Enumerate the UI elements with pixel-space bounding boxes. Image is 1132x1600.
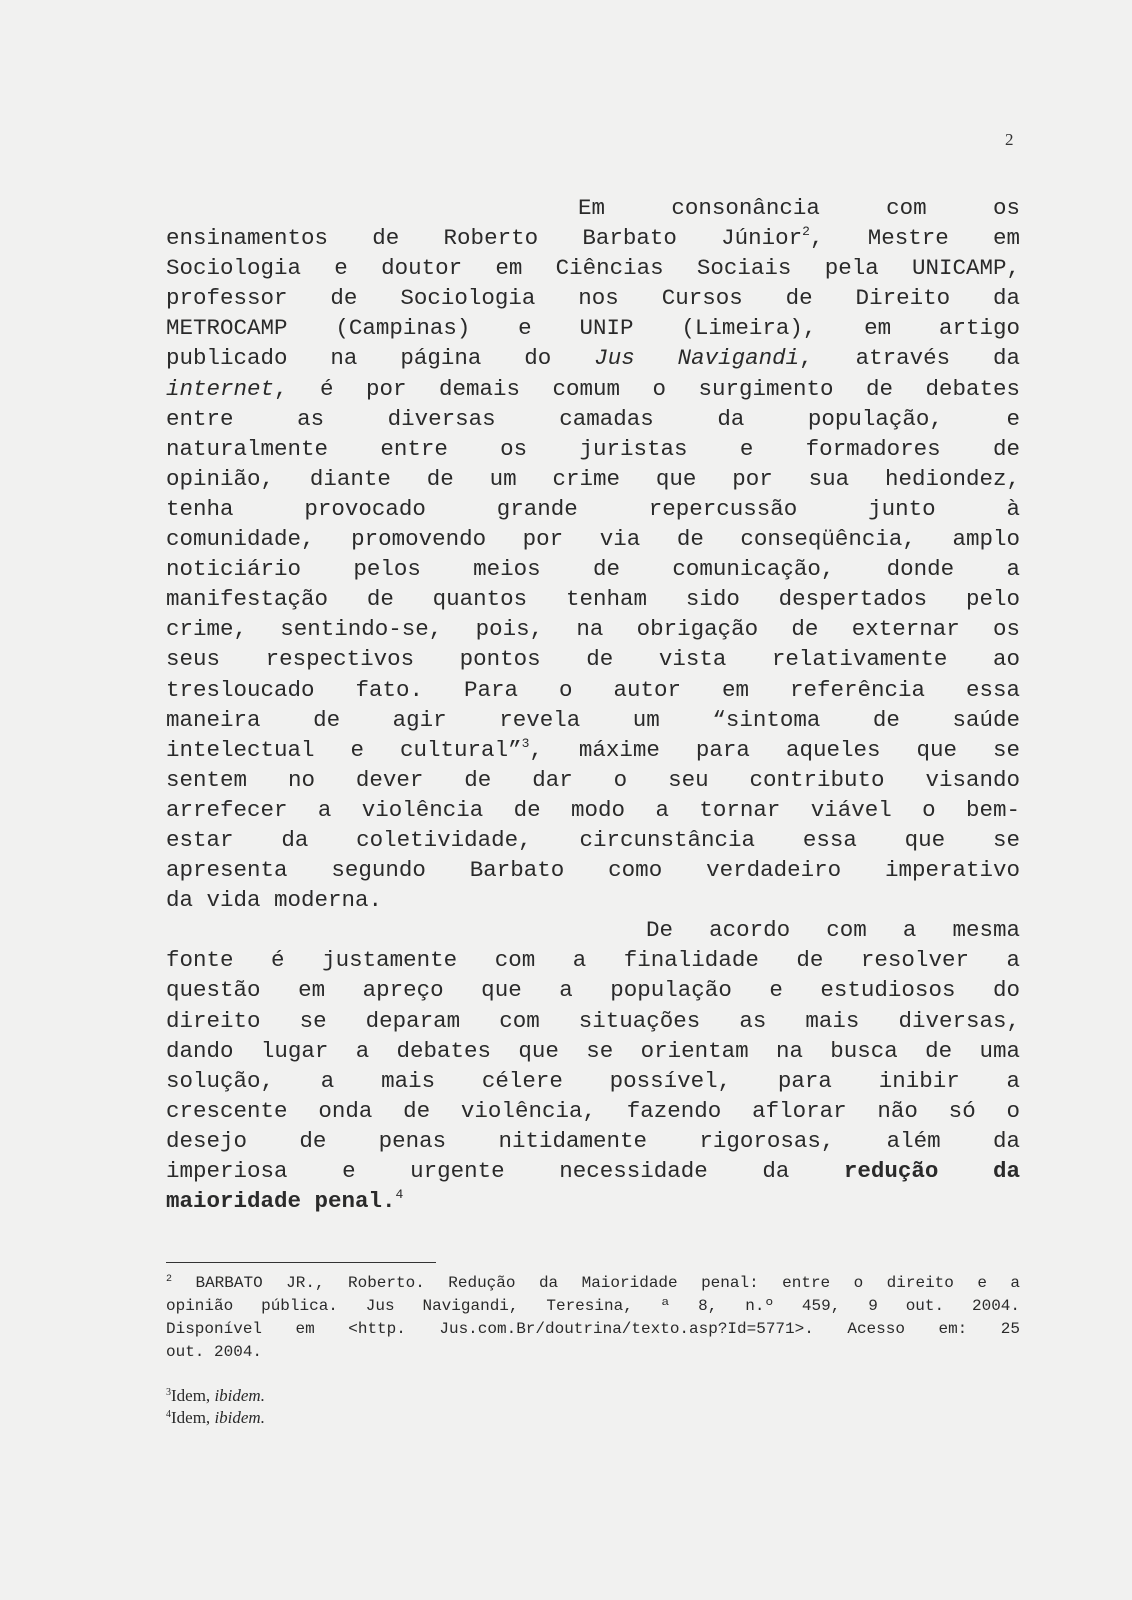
footnote-line: opinião pública. Jus Navigandi, Teresina, ª 8, n.º 459, 9 out. 2004. xyxy=(166,1297,1020,1315)
paragraph-1-line: seus respectivos pontos de vista relativamente ao xyxy=(166,646,1020,673)
text-span: , é por demais comum o surgimento de debates xyxy=(274,375,1020,402)
paragraph-1-line: manifestação de quantos tenham sido despertados pelo xyxy=(166,586,1020,613)
footnote-ref-2: 2 xyxy=(802,224,810,240)
footnote-line: Disponível em <http. Jus.com.Br/doutrina/texto.asp?Id=5771>. Acesso em: 25 xyxy=(166,1320,1020,1338)
footnote-2 xyxy=(166,1272,1020,1364)
paragraph-2-line xyxy=(166,1186,1020,1216)
bold-text: maioridade penal. xyxy=(166,1188,396,1215)
footnote-3 xyxy=(166,1385,265,1407)
italic-text: Jus Navigandi xyxy=(594,345,800,372)
paragraph-2-line: dando lugar a debates que se orientam na busca de uma xyxy=(166,1037,1020,1064)
text-span: Idem, xyxy=(171,1386,215,1405)
paragraph-1-line: tresloucado fato. Para o autor em referência essa xyxy=(166,676,1020,703)
paragraph-1-line: crime, sentindo-se, pois, na obrigação de externar os xyxy=(166,616,1020,643)
paragraph-2-line: crescente onda de violência, fazendo aflorar não só o xyxy=(166,1097,1020,1124)
text-span: intelectual e cultural” xyxy=(166,736,522,763)
italic-text: ibidem. xyxy=(214,1386,265,1405)
footnote-ref-3: 3 xyxy=(521,735,530,751)
text-span: BARBATO JR., Roberto. Redução da Maioridade penal: entre o direito e a xyxy=(172,1274,1020,1292)
footnote-marker: 4 xyxy=(166,1409,171,1420)
italic-text: ibidem. xyxy=(214,1408,265,1427)
text-span: publicado na página do xyxy=(166,345,595,372)
paragraph-2-line: solução, a mais célere possível, para inibir a xyxy=(166,1067,1020,1094)
footnote-marker: 2 xyxy=(166,1274,173,1285)
paragraph-1-line xyxy=(166,735,1020,765)
paragraph-1-line: noticiário pelos meios de comunicação, donde a xyxy=(166,556,1020,583)
paragraph-1-line: naturalmente entre os juristas e formadores de xyxy=(166,435,1020,462)
text-span: , máxime para aqueles que se xyxy=(529,736,1020,763)
paragraph-2-line: direito se deparam com situações as mais diversas, xyxy=(166,1007,1020,1034)
footnote-line: out. 2004. xyxy=(166,1343,263,1361)
paragraph-1-line: opinião, diante de um crime que por sua hediondez, xyxy=(166,465,1020,492)
paragraph-1-line: arrefecer a violência de modo a tornar viável o bem- xyxy=(166,796,1020,823)
paragraph-2-line: desejo de penas nitidamente rigorosas, além da xyxy=(166,1127,1020,1154)
paragraph-1-line: sentem no dever de dar o seu contributo visando xyxy=(166,766,1020,793)
paragraph-1-line xyxy=(166,193,1020,223)
footnote-marker: 3 xyxy=(166,1387,171,1398)
footnote-4 xyxy=(166,1407,265,1429)
text-span: Idem, xyxy=(171,1408,215,1427)
paragraph-1-line: estar da coletividade, circunstância essa que se xyxy=(166,826,1020,853)
page-number: 2 xyxy=(1005,130,1014,149)
text-span: , através da xyxy=(799,345,1021,372)
paragraph-1-line: entre as diversas camadas da população, e xyxy=(166,405,1020,432)
paragraph-1-line xyxy=(166,343,1020,373)
italic-text: internet xyxy=(166,375,275,402)
footnote-separator xyxy=(166,1262,436,1263)
text-span: , Mestre em xyxy=(809,225,1020,252)
paragraph-1-line: comunidade, promovendo por via de conseqüência, amplo xyxy=(166,526,1020,553)
paragraph-1-line: da vida moderna. xyxy=(166,887,383,914)
text-span: Em consonância com os xyxy=(578,195,1020,221)
footnote-line xyxy=(166,1272,1020,1295)
paragraph-1-line: Sociologia e doutor em Ciências Sociais pela UNICAMP, xyxy=(166,255,1020,282)
paragraph-1-line xyxy=(166,374,1020,404)
paragraph-1-line: tenha provocado grande repercussão junto à xyxy=(166,495,1020,522)
body-text xyxy=(166,193,1020,1216)
paragraph-2-line xyxy=(166,1156,1020,1186)
paragraph-2-line: fonte é justamente com a finalidade de resolver a xyxy=(166,947,1020,974)
paragraph-1-line xyxy=(166,223,1020,253)
bold-text: redução da xyxy=(843,1158,1020,1184)
text-span: imperiosa e urgente necessidade da xyxy=(166,1158,844,1184)
paragraph-1-line: maneira de agir revela um “sintoma de saúde xyxy=(166,706,1020,733)
footnotes-ibidem xyxy=(166,1385,265,1429)
paragraph-1-line: apresenta segundo Barbato como verdadeiro imperativo xyxy=(166,857,1020,884)
paragraph-2-line: De acordo com a mesma xyxy=(646,917,1020,944)
paragraph-2-line: questão em apreço que a população e estudiosos do xyxy=(166,977,1020,1004)
footnote-ref-4: 4 xyxy=(395,1187,404,1203)
paragraph-1-line: professor de Sociologia nos Cursos de Direito da xyxy=(166,285,1020,312)
text-span: ensinamentos de Roberto Barbato Júnior xyxy=(166,225,803,252)
paragraph-1-line: METROCAMP (Campinas) e UNIP (Limeira), em artigo xyxy=(166,315,1020,342)
